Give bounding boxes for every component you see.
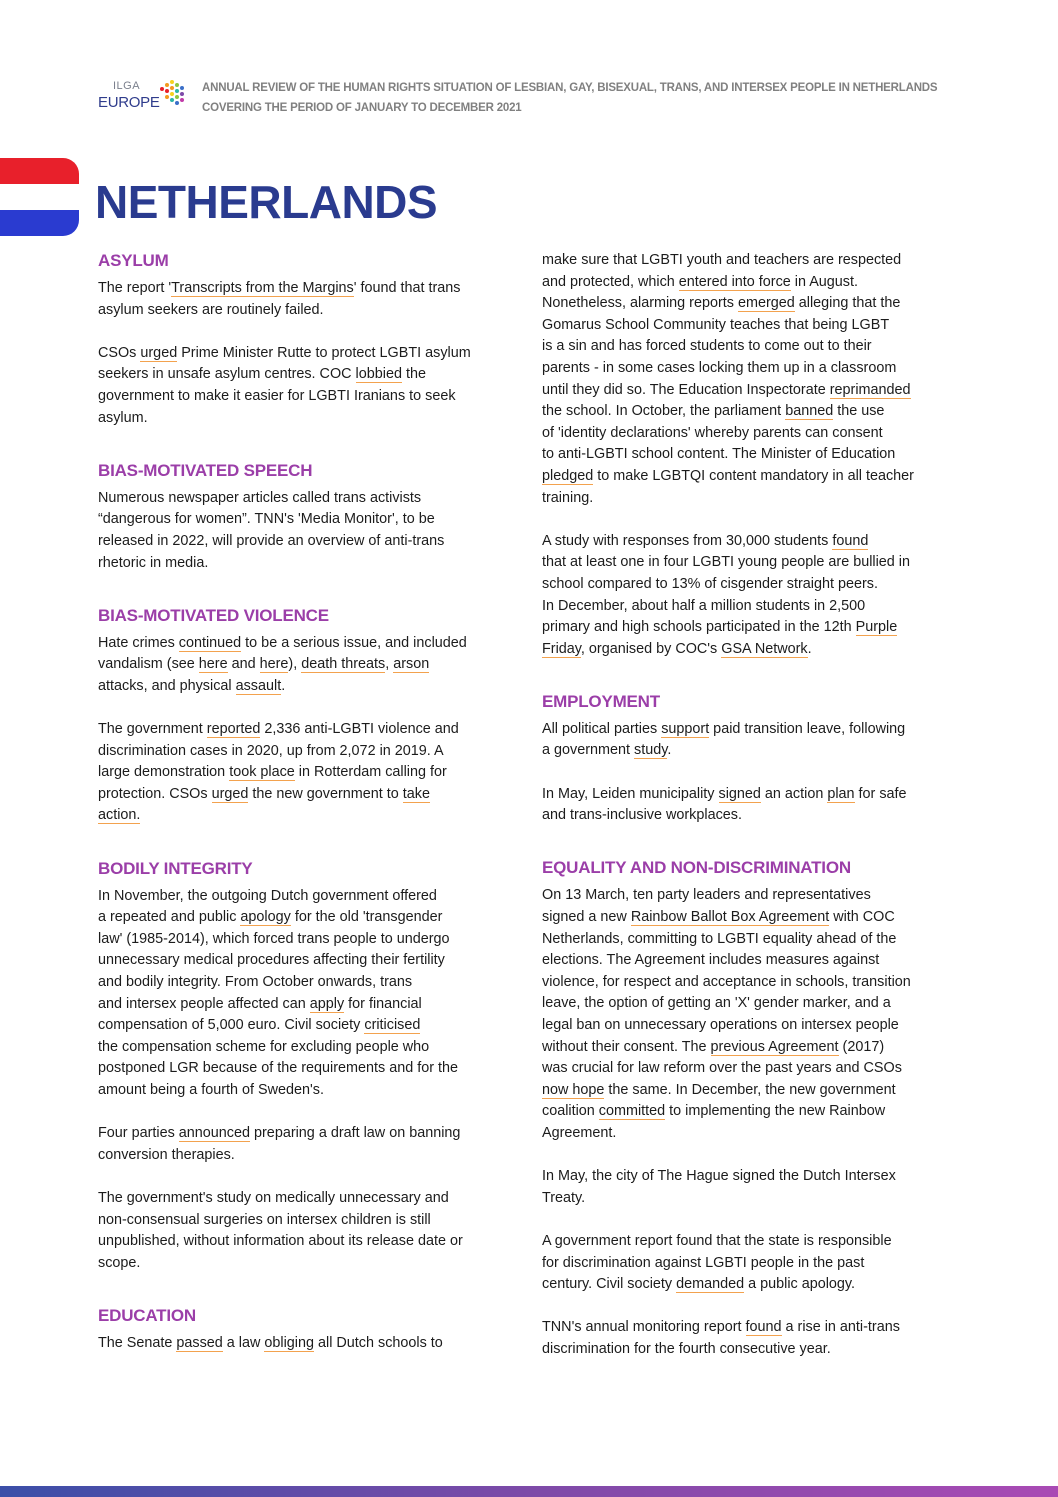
text: “dangerous for women”. TNN's 'Media Monitor', to be bbox=[98, 511, 435, 528]
text: violence, for respect and acceptance in schools, transition bbox=[542, 973, 911, 990]
text: released in 2022, will provide an overview of anti-trans bbox=[98, 532, 445, 549]
flag-stripe-red bbox=[0, 158, 79, 184]
right-column bbox=[542, 250, 982, 1382]
text: preparing a draft law on banning bbox=[250, 1125, 461, 1142]
paragraph bbox=[98, 886, 538, 1102]
link-continued[interactable]: continued bbox=[178, 634, 242, 651]
text: , bbox=[385, 656, 394, 673]
link-passed[interactable]: passed bbox=[176, 1334, 223, 1351]
text: attacks, and physical bbox=[98, 677, 236, 694]
paragraph bbox=[98, 1188, 538, 1274]
paragraph bbox=[542, 1231, 982, 1296]
text: a government bbox=[542, 742, 634, 759]
link-took-place[interactable]: took place bbox=[229, 764, 295, 781]
text: The report ' bbox=[98, 280, 172, 296]
text: vandalism (see bbox=[98, 656, 199, 673]
text: coalition bbox=[542, 1103, 599, 1120]
text: law' (1985-2014), which forced trans people to undergo bbox=[98, 930, 450, 947]
text: Netherlands, committing to LGBTI equality ahead of the bbox=[542, 930, 897, 947]
text: training. bbox=[542, 489, 594, 506]
text: in August. bbox=[790, 273, 858, 290]
text: leave, the option of getting an 'X' gender marker, and a bbox=[542, 995, 891, 1012]
text: Numerous newspaper articles called trans activists bbox=[98, 489, 422, 506]
text: In May, the city of The Hague signed the Dutch Intersex bbox=[542, 1168, 896, 1185]
text: In May, Leiden municipality bbox=[542, 785, 719, 802]
link-criticised[interactable]: criticised bbox=[364, 1017, 421, 1034]
link-arson[interactable]: arson bbox=[393, 656, 430, 673]
link-committed[interactable]: committed bbox=[598, 1103, 666, 1120]
netherlands-flag-icon bbox=[0, 158, 79, 236]
text: until they did so. The Education Inspectorate bbox=[542, 381, 830, 398]
text: Agreement. bbox=[542, 1124, 617, 1141]
text: paid transition leave, following bbox=[709, 720, 906, 737]
report-subtitle bbox=[202, 78, 937, 118]
text: A study with responses from 30,000 students bbox=[542, 532, 833, 549]
link-urged[interactable]: urged bbox=[211, 785, 249, 802]
paragraph bbox=[542, 250, 982, 509]
text: all Dutch schools to bbox=[314, 1334, 443, 1351]
text: 2,336 anti-LGBTI violence and bbox=[260, 721, 459, 738]
paragraph bbox=[98, 1333, 538, 1355]
link-purple-friday[interactable]: Purple bbox=[855, 619, 898, 636]
text: The government's study on medically unnecessary and bbox=[98, 1189, 449, 1206]
text: The government bbox=[98, 721, 207, 738]
text: The Senate bbox=[98, 1334, 177, 1351]
text: parents - in some cases locking them up in a classroom bbox=[542, 359, 897, 376]
link-lobbied[interactable]: lobbied bbox=[355, 366, 402, 383]
text: and trans-inclusive workplaces. bbox=[542, 807, 742, 824]
link-signed[interactable]: signed bbox=[718, 785, 761, 802]
link-apply[interactable]: apply bbox=[309, 995, 345, 1012]
text: that at least one in four LGBTI young people are bullied in bbox=[542, 554, 911, 571]
link-obliging[interactable]: obliging bbox=[264, 1334, 315, 1351]
text: Gomarus School Community teaches that being LGBT bbox=[542, 316, 890, 333]
link-entered-into-force[interactable]: entered into force bbox=[678, 273, 791, 290]
text: make sure that LGBTI youth and teachers are respected bbox=[542, 252, 902, 268]
text: amount being a fourth of Sweden's. bbox=[98, 1082, 324, 1098]
text: CSOs bbox=[98, 344, 141, 361]
text: unpublished, without information about its release date or bbox=[98, 1233, 463, 1250]
text: of 'identity declarations' whereby parents can consent bbox=[542, 424, 883, 441]
text: TNN's annual monitoring report bbox=[542, 1319, 746, 1336]
paragraph bbox=[98, 488, 538, 574]
text: . bbox=[667, 742, 672, 759]
text: . bbox=[807, 640, 812, 657]
section-heading-speech: BIAS-MOTIVATED SPEECH bbox=[98, 460, 313, 480]
link-urged[interactable]: urged bbox=[140, 344, 178, 361]
paragraph bbox=[98, 1123, 538, 1166]
text: signed a new bbox=[542, 909, 631, 926]
link-previous-agreement[interactable]: previous Agreement bbox=[710, 1038, 839, 1055]
text: legal ban on unnecessary operations on intersex people bbox=[542, 1017, 899, 1033]
text: All political parties bbox=[542, 720, 662, 737]
section-heading-bodily-integrity: BODILY INTEGRITY bbox=[98, 858, 253, 878]
text: discrimination for the fourth consecutive year. bbox=[542, 1340, 831, 1357]
text: compensation of 5,000 euro. Civil society bbox=[98, 1017, 365, 1034]
link-banned[interactable]: banned bbox=[785, 403, 834, 420]
text: the use bbox=[833, 403, 885, 420]
text: for safe bbox=[854, 785, 907, 802]
text: and intersex people affected can bbox=[98, 995, 310, 1012]
text: for financial bbox=[344, 995, 422, 1012]
paragraph bbox=[98, 719, 538, 827]
section-heading-asylum: ASYLUM bbox=[98, 251, 169, 270]
report-subtitle-line: ANNUAL REVIEW OF THE HUMAN RIGHTS SITUATION OF LESBIAN, GAY, BISEXUAL, TRANS, AND INTERSEX PEOPLE IN NETHERLANDS bbox=[202, 82, 938, 94]
text: the new government to bbox=[248, 785, 403, 802]
paragraph bbox=[98, 343, 538, 429]
text: asylum. bbox=[98, 409, 148, 426]
text: and bbox=[227, 656, 260, 673]
link-here-2[interactable]: here bbox=[259, 656, 289, 673]
section-heading-education: EDUCATION bbox=[98, 1305, 196, 1325]
text: in Rotterdam calling for bbox=[294, 764, 447, 781]
link-rainbow-ballot-box[interactable]: Rainbow Ballot Box Agreement bbox=[630, 909, 830, 926]
link-reprimanded[interactable]: reprimanded bbox=[829, 381, 911, 398]
link-death-threats[interactable]: death threats bbox=[301, 656, 386, 673]
text: the school. In October, the parliament bbox=[542, 403, 786, 420]
text: a rise in anti-trans bbox=[781, 1319, 900, 1336]
paragraph bbox=[542, 1166, 982, 1209]
rainbow-dots-icon bbox=[159, 79, 187, 111]
text: postponed LGR because of the requirements and for the bbox=[98, 1060, 458, 1077]
link-now-hope[interactable]: now hope bbox=[542, 1081, 605, 1098]
left-column bbox=[98, 250, 538, 1376]
link-reported[interactable]: reported bbox=[206, 721, 261, 738]
text: In December, about half a million students in 2,500 bbox=[542, 597, 866, 614]
text: school compared to 13% of cisgender straight peers. bbox=[542, 575, 878, 592]
text: In November, the outgoing Dutch government offered bbox=[98, 887, 437, 904]
text: a law bbox=[222, 1334, 265, 1351]
report-period-line: COVERING THE PERIOD OF JANUARY TO DECEMBER 2021 bbox=[202, 102, 522, 114]
link-announced[interactable]: announced bbox=[178, 1125, 251, 1142]
paragraph bbox=[542, 784, 982, 827]
text: Hate crimes bbox=[98, 634, 179, 651]
page-title: NETHERLANDS bbox=[95, 176, 438, 228]
paragraph bbox=[542, 1317, 982, 1360]
text: alleging that the bbox=[794, 295, 901, 312]
link-take-action-cont[interactable]: action. bbox=[98, 807, 141, 824]
paragraph bbox=[542, 719, 982, 762]
text: Treaty. bbox=[542, 1189, 586, 1206]
text: Four parties bbox=[98, 1125, 179, 1142]
text: elections. The Agreement includes measures against bbox=[542, 952, 880, 969]
link-gsa-network[interactable]: GSA Network bbox=[721, 640, 808, 657]
text: , organised by COC's bbox=[580, 640, 722, 657]
text: government to make it easier for LGBTI Iranians to seek bbox=[98, 387, 456, 404]
text: is a sin and has forced students to come out to their bbox=[542, 338, 872, 355]
text: protection. CSOs bbox=[98, 785, 212, 802]
text: seekers in unsafe asylum centres. COC bbox=[98, 366, 356, 383]
link-found[interactable]: found bbox=[745, 1319, 782, 1336]
link-assault[interactable]: assault bbox=[235, 677, 282, 694]
footer-color-bar bbox=[0, 1486, 1058, 1497]
text: with COC bbox=[829, 909, 895, 926]
text: and protected, which bbox=[542, 273, 679, 290]
text: primary and high schools participated in the 12th bbox=[542, 619, 856, 636]
text: the compensation scheme for excluding people who bbox=[98, 1038, 430, 1055]
logo-text-bottom: EUROPE bbox=[98, 94, 160, 111]
section-heading-violence: BIAS-MOTIVATED VIOLENCE bbox=[98, 605, 329, 625]
text: was crucial for law reform over the past years and CSOs bbox=[542, 1060, 902, 1077]
text: to be a serious issue, and included bbox=[241, 634, 467, 651]
section-heading-employment: EMPLOYMENT bbox=[542, 691, 660, 711]
text: discrimination cases in 2020, up from 2,072 in 2019. A bbox=[98, 742, 444, 759]
text: ), bbox=[288, 656, 302, 673]
text: Nonetheless, alarming reports bbox=[542, 295, 738, 312]
logo-text-top: ILGA bbox=[113, 80, 141, 92]
link-transcripts[interactable]: Transcripts from the Margins bbox=[171, 280, 354, 296]
link-take-action[interactable]: take bbox=[402, 785, 430, 802]
text: A government report found that the state is responsible bbox=[542, 1232, 892, 1249]
text: century. Civil society bbox=[542, 1276, 677, 1293]
link-here-1[interactable]: here bbox=[198, 656, 228, 673]
link-pledged[interactable]: pledged bbox=[542, 467, 594, 484]
text: without their consent. The bbox=[542, 1038, 711, 1055]
paragraph bbox=[98, 633, 538, 698]
text: to make LGBTQI content mandatory in all teacher bbox=[593, 467, 914, 484]
text: to implementing the new Rainbow bbox=[665, 1103, 886, 1120]
text: for discrimination against LGBTI people in the past bbox=[542, 1254, 865, 1271]
page-header bbox=[98, 76, 978, 116]
text: unnecessary medical procedures affecting their fertility bbox=[98, 952, 445, 969]
text: non-consensual surgeries on intersex children is still bbox=[98, 1211, 431, 1228]
text: On 13 March, ten party leaders and representatives bbox=[542, 887, 871, 904]
text: rhetoric in media. bbox=[98, 554, 209, 571]
link-found[interactable]: found bbox=[832, 532, 869, 549]
text: and bodily integrity. From October onwards, trans bbox=[98, 974, 413, 991]
flag-stripe-blue bbox=[0, 210, 79, 236]
link-support[interactable]: support bbox=[661, 720, 710, 737]
ilga-europe-logo bbox=[98, 76, 194, 116]
text: a repeated and public bbox=[98, 909, 241, 926]
text: ' found that trans bbox=[353, 280, 461, 296]
text: the bbox=[401, 366, 426, 383]
paragraph bbox=[98, 278, 538, 321]
link-purple-friday-cont[interactable]: Friday bbox=[542, 640, 581, 657]
paragraph bbox=[542, 531, 982, 661]
link-apology[interactable]: apology bbox=[240, 909, 291, 926]
text: for the old 'transgender bbox=[290, 909, 443, 926]
text: the same. In December, the new government bbox=[604, 1081, 896, 1098]
text: an action bbox=[760, 785, 828, 802]
text: conversion therapies. bbox=[98, 1146, 235, 1163]
text: large demonstration bbox=[98, 764, 230, 781]
link-plan[interactable]: plan bbox=[827, 785, 855, 802]
text: Prime Minister Rutte to protect LGBTI asylum bbox=[177, 344, 471, 361]
link-demanded[interactable]: demanded bbox=[676, 1276, 745, 1293]
link-study[interactable]: study bbox=[634, 742, 668, 759]
flag-stripe-white bbox=[0, 184, 79, 210]
link-emerged[interactable]: emerged bbox=[737, 295, 795, 312]
paragraph bbox=[542, 885, 982, 1144]
text: asylum seekers are routinely failed. bbox=[98, 301, 324, 318]
text: (2017) bbox=[838, 1038, 885, 1055]
text: a public apology. bbox=[744, 1276, 856, 1293]
section-heading-equality: EQUALITY AND NON-DISCRIMINATION bbox=[542, 858, 851, 878]
text: scope. bbox=[98, 1254, 141, 1271]
text: . bbox=[281, 677, 286, 694]
text: to anti-LGBTI school content. The Minister of Education bbox=[542, 446, 896, 463]
